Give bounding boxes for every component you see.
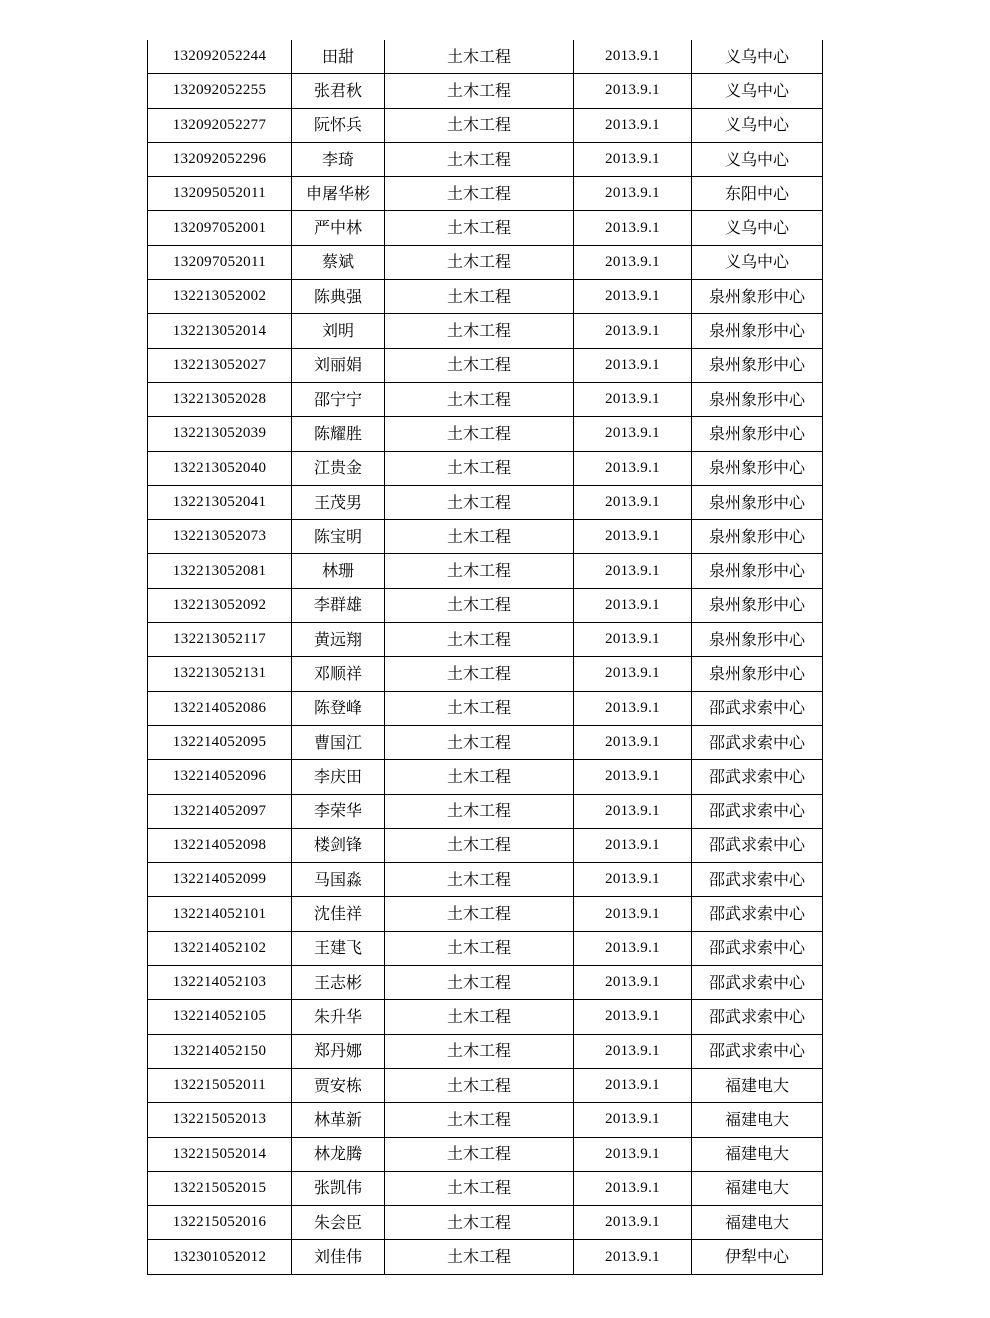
student-id-cell: 132214052105 [148, 1000, 292, 1034]
enroll-date-cell: 2013.9.1 [574, 931, 692, 965]
major-cell: 土木工程 [385, 1068, 574, 1102]
student-id-cell: 132213052041 [148, 485, 292, 519]
enroll-date-cell: 2013.9.1 [574, 108, 692, 142]
enroll-date-cell: 2013.9.1 [574, 1034, 692, 1068]
major-cell: 土木工程 [385, 554, 574, 588]
major-cell: 土木工程 [385, 1137, 574, 1171]
student-id-cell: 132213052040 [148, 451, 292, 485]
enroll-date-cell: 2013.9.1 [574, 794, 692, 828]
enroll-date-cell: 2013.9.1 [574, 828, 692, 862]
name-cell: 林龙腾 [292, 1137, 385, 1171]
name-cell: 朱会臣 [292, 1206, 385, 1240]
center-cell: 东阳中心 [692, 177, 823, 211]
major-cell: 土木工程 [385, 657, 574, 691]
table-row [148, 725, 823, 759]
table-row [148, 760, 823, 794]
name-cell: 张君秋 [292, 74, 385, 108]
student-id-cell: 132214052095 [148, 725, 292, 759]
major-cell: 土木工程 [385, 108, 574, 142]
student-id-cell: 132097052011 [148, 245, 292, 279]
student-id-cell: 132214052102 [148, 931, 292, 965]
student-id-cell: 132213052014 [148, 314, 292, 348]
name-cell: 阮怀兵 [292, 108, 385, 142]
major-cell: 土木工程 [385, 40, 574, 74]
name-cell: 王茂男 [292, 485, 385, 519]
name-cell: 陈耀胜 [292, 417, 385, 451]
center-cell: 福建电大 [692, 1103, 823, 1137]
student-id-cell: 132213052073 [148, 520, 292, 554]
major-cell: 土木工程 [385, 588, 574, 622]
enroll-date-cell: 2013.9.1 [574, 211, 692, 245]
enroll-date-cell: 2013.9.1 [574, 1171, 692, 1205]
table-row [148, 1171, 823, 1205]
enroll-date-cell: 2013.9.1 [574, 451, 692, 485]
name-cell: 沈佳祥 [292, 897, 385, 931]
major-cell: 土木工程 [385, 966, 574, 1000]
name-cell: 李庆田 [292, 760, 385, 794]
enroll-date-cell: 2013.9.1 [574, 348, 692, 382]
student-id-cell: 132092052296 [148, 142, 292, 176]
name-cell: 王志彬 [292, 966, 385, 1000]
student-id-cell: 132215052015 [148, 1171, 292, 1205]
table-row [148, 245, 823, 279]
table-row [148, 451, 823, 485]
enroll-date-cell: 2013.9.1 [574, 142, 692, 176]
table-row [148, 40, 823, 74]
student-id-cell: 132214052103 [148, 966, 292, 1000]
major-cell: 土木工程 [385, 1034, 574, 1068]
major-cell: 土木工程 [385, 828, 574, 862]
major-cell: 土木工程 [385, 623, 574, 657]
table-row [148, 691, 823, 725]
student-id-cell: 132214052086 [148, 691, 292, 725]
student-id-cell: 132213052131 [148, 657, 292, 691]
center-cell: 福建电大 [692, 1137, 823, 1171]
table-row [148, 554, 823, 588]
student-id-cell: 132213052002 [148, 280, 292, 314]
enroll-date-cell: 2013.9.1 [574, 1068, 692, 1102]
table-row [148, 348, 823, 382]
student-id-cell: 132092052244 [148, 40, 292, 74]
name-cell: 刘丽娟 [292, 348, 385, 382]
student-roster-sheet [147, 40, 822, 1275]
center-cell: 泉州象形中心 [692, 657, 823, 691]
table-row [148, 863, 823, 897]
student-id-cell: 132097052001 [148, 211, 292, 245]
name-cell: 黄远翔 [292, 623, 385, 657]
enroll-date-cell: 2013.9.1 [574, 1206, 692, 1240]
table-row [148, 485, 823, 519]
student-table-body [148, 40, 823, 1274]
name-cell: 曹国江 [292, 725, 385, 759]
table-row [148, 520, 823, 554]
center-cell: 泉州象形中心 [692, 314, 823, 348]
center-cell: 邵武求索中心 [692, 725, 823, 759]
table-row [148, 1000, 823, 1034]
student-id-cell: 132215052011 [148, 1068, 292, 1102]
enroll-date-cell: 2013.9.1 [574, 1103, 692, 1137]
center-cell: 泉州象形中心 [692, 451, 823, 485]
student-id-cell: 132214052101 [148, 897, 292, 931]
center-cell: 伊犁中心 [692, 1240, 823, 1274]
table-row [148, 417, 823, 451]
center-cell: 义乌中心 [692, 211, 823, 245]
student-id-cell: 132214052097 [148, 794, 292, 828]
student-id-cell: 132301052012 [148, 1240, 292, 1274]
enroll-date-cell: 2013.9.1 [574, 554, 692, 588]
name-cell: 马国淼 [292, 863, 385, 897]
student-id-cell: 132214052150 [148, 1034, 292, 1068]
major-cell: 土木工程 [385, 691, 574, 725]
student-id-cell: 132213052027 [148, 348, 292, 382]
enroll-date-cell: 2013.9.1 [574, 588, 692, 622]
table-row [148, 280, 823, 314]
center-cell: 义乌中心 [692, 108, 823, 142]
table-row [148, 1206, 823, 1240]
table-row [148, 966, 823, 1000]
name-cell: 李荣华 [292, 794, 385, 828]
center-cell: 邵武求索中心 [692, 966, 823, 1000]
center-cell: 泉州象形中心 [692, 417, 823, 451]
student-id-cell: 132214052099 [148, 863, 292, 897]
name-cell: 张凯伟 [292, 1171, 385, 1205]
table-row [148, 794, 823, 828]
name-cell: 李群雄 [292, 588, 385, 622]
table-row [148, 1240, 823, 1274]
major-cell: 土木工程 [385, 211, 574, 245]
major-cell: 土木工程 [385, 142, 574, 176]
major-cell: 土木工程 [385, 794, 574, 828]
name-cell: 蔡斌 [292, 245, 385, 279]
enroll-date-cell: 2013.9.1 [574, 177, 692, 211]
center-cell: 邵武求索中心 [692, 931, 823, 965]
name-cell: 陈登峰 [292, 691, 385, 725]
name-cell: 刘佳伟 [292, 1240, 385, 1274]
name-cell: 朱升华 [292, 1000, 385, 1034]
table-row [148, 177, 823, 211]
enroll-date-cell: 2013.9.1 [574, 623, 692, 657]
major-cell: 土木工程 [385, 451, 574, 485]
center-cell: 邵武求索中心 [692, 1000, 823, 1034]
major-cell: 土木工程 [385, 725, 574, 759]
center-cell: 泉州象形中心 [692, 382, 823, 416]
name-cell: 李琦 [292, 142, 385, 176]
student-id-cell: 132213052117 [148, 623, 292, 657]
table-row [148, 897, 823, 931]
enroll-date-cell: 2013.9.1 [574, 280, 692, 314]
center-cell: 义乌中心 [692, 245, 823, 279]
enroll-date-cell: 2013.9.1 [574, 74, 692, 108]
enroll-date-cell: 2013.9.1 [574, 245, 692, 279]
table-row [148, 74, 823, 108]
table-row [148, 623, 823, 657]
name-cell: 郑丹娜 [292, 1034, 385, 1068]
table-row [148, 1068, 823, 1102]
student-id-cell: 132215052016 [148, 1206, 292, 1240]
enroll-date-cell: 2013.9.1 [574, 314, 692, 348]
major-cell: 土木工程 [385, 382, 574, 416]
center-cell: 泉州象形中心 [692, 520, 823, 554]
table-row [148, 588, 823, 622]
major-cell: 土木工程 [385, 760, 574, 794]
name-cell: 林革新 [292, 1103, 385, 1137]
center-cell: 邵武求索中心 [692, 691, 823, 725]
name-cell: 陈典强 [292, 280, 385, 314]
center-cell: 泉州象形中心 [692, 348, 823, 382]
center-cell: 泉州象形中心 [692, 588, 823, 622]
student-id-cell: 132213052028 [148, 382, 292, 416]
center-cell: 福建电大 [692, 1068, 823, 1102]
center-cell: 泉州象形中心 [692, 485, 823, 519]
center-cell: 泉州象形中心 [692, 623, 823, 657]
center-cell: 邵武求索中心 [692, 828, 823, 862]
major-cell: 土木工程 [385, 1206, 574, 1240]
major-cell: 土木工程 [385, 417, 574, 451]
name-cell: 江贵金 [292, 451, 385, 485]
name-cell: 邓顺祥 [292, 657, 385, 691]
name-cell: 楼剑锋 [292, 828, 385, 862]
student-id-cell: 132214052096 [148, 760, 292, 794]
center-cell: 福建电大 [692, 1206, 823, 1240]
table-row [148, 142, 823, 176]
enroll-date-cell: 2013.9.1 [574, 897, 692, 931]
enroll-date-cell: 2013.9.1 [574, 417, 692, 451]
major-cell: 土木工程 [385, 280, 574, 314]
center-cell: 义乌中心 [692, 74, 823, 108]
name-cell: 刘明 [292, 314, 385, 348]
table-row [148, 1034, 823, 1068]
student-id-cell: 132215052013 [148, 1103, 292, 1137]
enroll-date-cell: 2013.9.1 [574, 520, 692, 554]
major-cell: 土木工程 [385, 314, 574, 348]
table-row [148, 211, 823, 245]
enroll-date-cell: 2013.9.1 [574, 1240, 692, 1274]
major-cell: 土木工程 [385, 1171, 574, 1205]
name-cell: 严中林 [292, 211, 385, 245]
major-cell: 土木工程 [385, 1000, 574, 1034]
enroll-date-cell: 2013.9.1 [574, 485, 692, 519]
student-id-cell: 132215052014 [148, 1137, 292, 1171]
table-row [148, 931, 823, 965]
major-cell: 土木工程 [385, 897, 574, 931]
student-id-cell: 132213052039 [148, 417, 292, 451]
center-cell: 泉州象形中心 [692, 280, 823, 314]
enroll-date-cell: 2013.9.1 [574, 725, 692, 759]
major-cell: 土木工程 [385, 1240, 574, 1274]
enroll-date-cell: 2013.9.1 [574, 1000, 692, 1034]
table-row [148, 108, 823, 142]
table-row [148, 314, 823, 348]
name-cell: 邵宁宁 [292, 382, 385, 416]
major-cell: 土木工程 [385, 931, 574, 965]
center-cell: 邵武求索中心 [692, 897, 823, 931]
table-row [148, 828, 823, 862]
name-cell: 陈宝明 [292, 520, 385, 554]
center-cell: 邵武求索中心 [692, 794, 823, 828]
major-cell: 土木工程 [385, 863, 574, 897]
table-row [148, 657, 823, 691]
center-cell: 邵武求索中心 [692, 1034, 823, 1068]
center-cell: 义乌中心 [692, 40, 823, 74]
student-id-cell: 132213052081 [148, 554, 292, 588]
major-cell: 土木工程 [385, 177, 574, 211]
major-cell: 土木工程 [385, 520, 574, 554]
center-cell: 邵武求索中心 [692, 863, 823, 897]
table-row [148, 382, 823, 416]
student-id-cell: 132092052255 [148, 74, 292, 108]
name-cell: 申屠华彬 [292, 177, 385, 211]
enroll-date-cell: 2013.9.1 [574, 760, 692, 794]
major-cell: 土木工程 [385, 348, 574, 382]
center-cell: 福建电大 [692, 1171, 823, 1205]
enroll-date-cell: 2013.9.1 [574, 40, 692, 74]
student-id-cell: 132092052277 [148, 108, 292, 142]
major-cell: 土木工程 [385, 485, 574, 519]
enroll-date-cell: 2013.9.1 [574, 691, 692, 725]
enroll-date-cell: 2013.9.1 [574, 863, 692, 897]
enroll-date-cell: 2013.9.1 [574, 382, 692, 416]
table-row [148, 1137, 823, 1171]
name-cell: 王建飞 [292, 931, 385, 965]
major-cell: 土木工程 [385, 245, 574, 279]
center-cell: 邵武求索中心 [692, 760, 823, 794]
table-row [148, 1103, 823, 1137]
major-cell: 土木工程 [385, 1103, 574, 1137]
name-cell: 田甜 [292, 40, 385, 74]
center-cell: 泉州象形中心 [692, 554, 823, 588]
name-cell: 贾安栋 [292, 1068, 385, 1102]
student-id-cell: 132213052092 [148, 588, 292, 622]
student-id-cell: 132095052011 [148, 177, 292, 211]
student-id-cell: 132214052098 [148, 828, 292, 862]
name-cell: 林珊 [292, 554, 385, 588]
enroll-date-cell: 2013.9.1 [574, 966, 692, 1000]
center-cell: 义乌中心 [692, 142, 823, 176]
enroll-date-cell: 2013.9.1 [574, 1137, 692, 1171]
student-table [147, 40, 823, 1275]
major-cell: 土木工程 [385, 74, 574, 108]
enroll-date-cell: 2013.9.1 [574, 657, 692, 691]
